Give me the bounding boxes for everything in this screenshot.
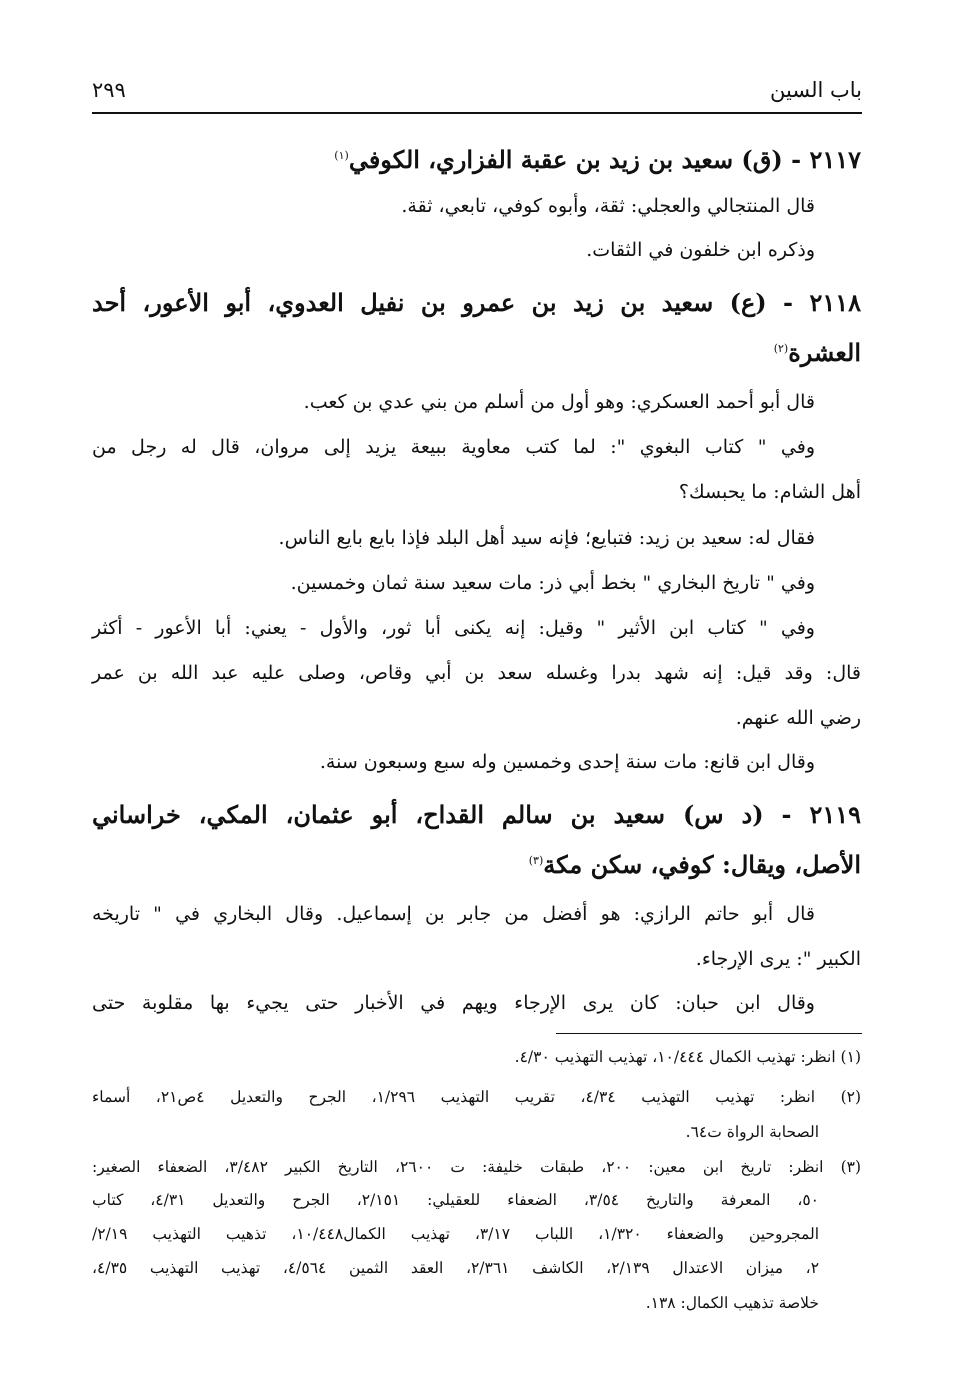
entry-line: قال المنتجالي والعجلي: ثقة، وأبوه كوفي، تابعي، ثقة. — [401, 195, 815, 217]
entry-line: وذكره ابن خلفون في الثقات. — [586, 239, 815, 261]
entry-line: وفي " تاريخ البخاري " بخط أبي ذر: مات سعيد سنة ثمان وخمسين. — [290, 572, 815, 594]
footnote-ref: (١) — [334, 149, 349, 162]
entry-line: وفي " كتاب ابن الأثير " وقيل: إنه يكنى أبا ثور، والأول - يعني: أبا الأعور - أكثر — [92, 617, 815, 639]
entry-line: فقال له: سعيد بن زيد: فتبايع؛ فإنه سيد أهل البلد فإذا بايع بايع الناس. — [278, 527, 815, 549]
footnote-divider — [556, 1033, 862, 1034]
entry-line: وقال ابن حبان: كان يرى الإرجاء ويهم في الأخبار حتى يجيء بها مقلوبة حتى — [92, 992, 815, 1014]
entry-heading: ٢١١٩ - (د س) سعيد بن سالم القداح، أبو عثمان، المكي، خراساني — [92, 800, 861, 829]
footnote-ref: (٣) — [528, 854, 544, 867]
footnote-line: (٢) انظر: تهذيب التهذيب ٤/٣٤، تقريب التهذيب ١/٢٩٦، الجرح والتعديل ٤ص٢١، أسماء — [92, 1088, 862, 1106]
entry-heading-continued: العشرة$^{(٢)}$ — [773, 338, 861, 367]
entry-line: قال أبو حاتم الرازي: هو أفضل من جابر بن إسماعيل. وقال البخاري في " تاريخه — [92, 903, 815, 925]
entry-line: رضي الله عنهم. — [735, 707, 861, 729]
entry-heading-continued: الأصل، ويقال: كوفي، سكن مكة$^{(٣)}$ — [528, 850, 861, 879]
footnote-line: خلاصة تذهيب الكمال: ١٣٨. — [645, 1294, 819, 1312]
entry-heading: ٢١١٧ - (ق) سعيد بن زيد بن عقبة الفزاري، الكوفي$^{(١)}$ — [334, 145, 861, 174]
running-title: باب السين — [770, 78, 862, 102]
footnote-line: ٢، ميزان الاعتدال ٢/١٣٩، الكاشف ٢/٣٦١، العقد الثمين ٤/٥٦٤، تهذيب التهذيب ٤/٣٥، — [92, 1259, 820, 1277]
entry-line: قال: وقد قيل: إنه شهد بدرا وغسله سعد بن أبي وقاص، وصلى عليه عبد الله بن عمر — [92, 662, 861, 684]
footnote-line: (٣) انظر: تاريخ ابن معين: ٢٠٠، طبقات خليفة: ت ٢٦٠٠، التاريخ الكبير ٣/٤٨٢، الضعفاء الصغير: — [92, 1158, 862, 1176]
footnote-line: (١) انظر: تهذيب الكمال ١٠/٤٤٤، تهذيب التهذيب ٤/٣٠. — [514, 1048, 861, 1066]
entry-line: وقال ابن قانع: مات سنة إحدى وخمسين وله سبع وسبعون سنة. — [319, 751, 815, 773]
header-divider — [92, 112, 862, 114]
entry-line: قال أبو أحمد العسكري: وهو أول من أسلم من بني عدي بن كعب. — [303, 391, 815, 413]
footnote-line: ٥٠، المعرفة والتاريخ ٣/٥٤، الضعفاء للعقيلي: ٢/١٥١، الجرح والتعديل ٤/٣١، كتاب — [92, 1191, 819, 1209]
entry-line: أهل الشام: ما يحبسك؟ — [678, 481, 861, 503]
entry-line: الكبير ": يرى الإرجاء. — [695, 948, 861, 970]
footnote-ref: (٢) — [773, 342, 789, 355]
page-number: ٢٩٩ — [92, 78, 126, 102]
entry-line: وفي " كتاب البغوي ": لما كتب معاوية ببيعة يزيد إلى مروان، قال له رجل من — [92, 436, 815, 458]
footnote-line: الصحابة الرواة ت٦٤. — [685, 1123, 819, 1141]
entry-heading: ٢١١٨ - (ع) سعيد بن زيد بن عمرو بن نفيل العدوي، أبو الأعور، أحد — [92, 288, 861, 317]
footnote-line: المجروحين والضعفاء ١/٣٢٠، اللباب ٣/١٧، تهذيب الكمال١٠/٤٤٨، تذهيب التهذيب ٢/١٩/ — [92, 1225, 819, 1243]
page-header — [92, 76, 862, 110]
